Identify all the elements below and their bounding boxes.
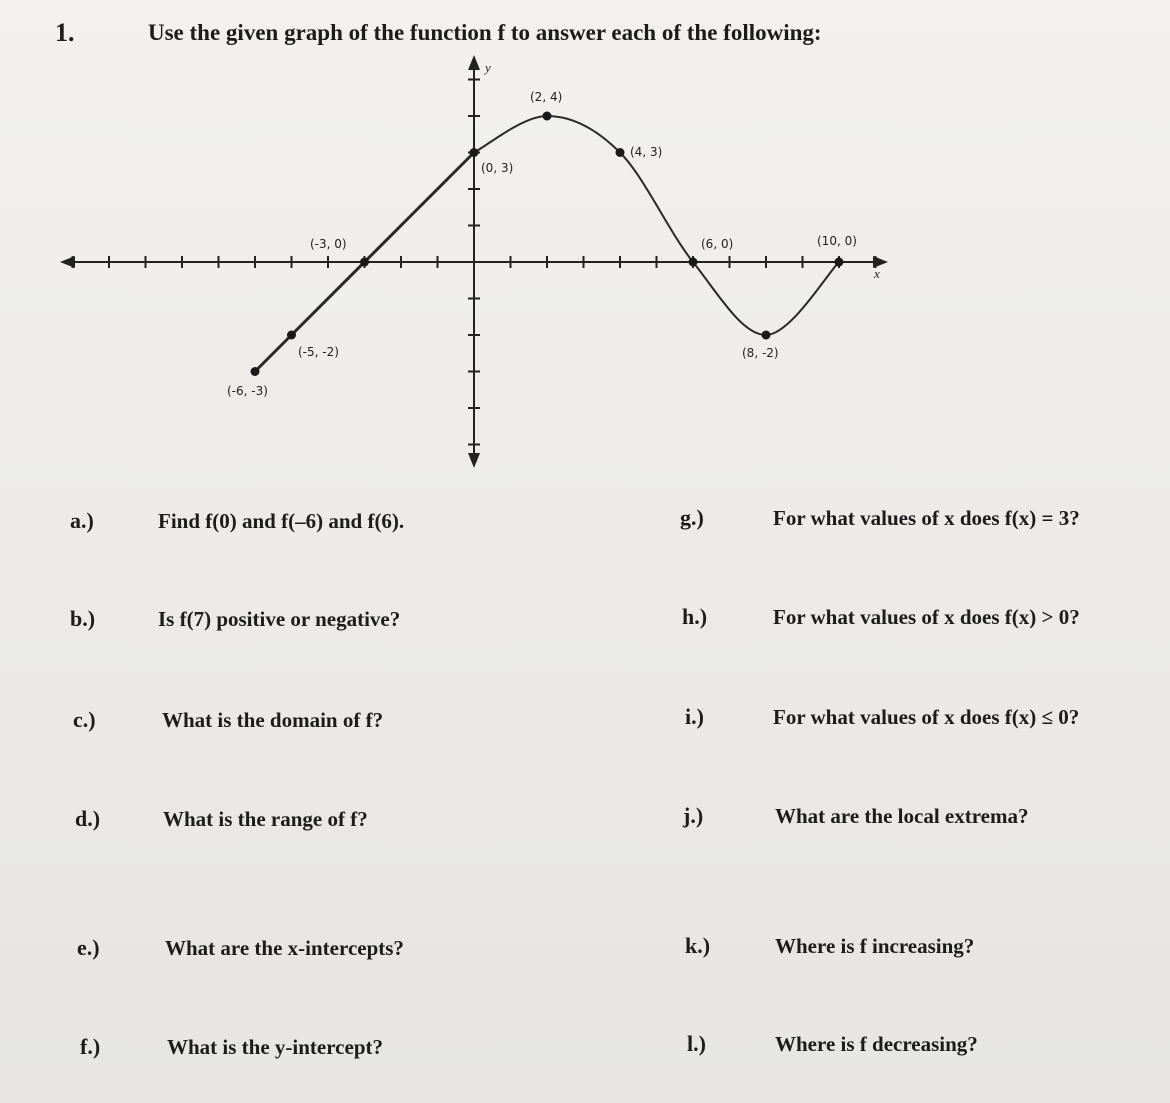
question-b-label: b.) [70, 606, 96, 631]
graph-point [470, 148, 479, 157]
question-i-text: For what values of x does f(x) ≤ 0? [773, 705, 1080, 729]
graph-point [835, 258, 844, 267]
point-label-0-3: (0, 3) [481, 161, 514, 175]
point-label-6-0: (6, 0) [701, 237, 734, 251]
question-i-label: i.) [685, 704, 704, 729]
question-c-label: c.) [73, 707, 96, 732]
question-k-label: k.) [685, 933, 711, 958]
question-g-label: g.) [680, 505, 704, 530]
graph-point [360, 258, 369, 267]
question-l-text: Where is f decreasing? [775, 1032, 978, 1056]
graph-point [287, 331, 296, 340]
graph-point [543, 112, 552, 121]
question-a-text: Find f(0) and f(–6) and f(6). [158, 509, 405, 533]
question-k-text: Where is f increasing? [775, 934, 975, 958]
question-j-text: What are the local extrema? [775, 804, 1029, 828]
question-h-text: For what values of x does f(x) > 0? [773, 605, 1080, 629]
point-label-2-4: (2, 4) [530, 90, 563, 104]
y-axis-label: y [485, 60, 491, 75]
question-d-text: What is the range of f? [163, 807, 368, 831]
question-f-text: What is the y-intercept? [167, 1035, 383, 1059]
point-label-neg5-neg2: (-5, -2) [298, 345, 339, 359]
question-a-label: a.) [70, 508, 94, 533]
problem-number: 1. [55, 18, 75, 47]
question-e-text: What are the x-intercepts? [165, 936, 404, 960]
question-j-label: j.) [683, 803, 704, 828]
point-label-neg3-0: (-3, 0) [310, 237, 347, 251]
graph-point [689, 258, 698, 267]
question-f-label: f.) [80, 1034, 101, 1059]
question-e-label: e.) [77, 935, 100, 960]
point-label-8-neg2: (8, -2) [742, 346, 779, 360]
question-d-label: d.) [75, 806, 101, 831]
question-b-text: Is f(7) positive or negative? [158, 607, 401, 631]
graph-point [616, 148, 625, 157]
graph-point [251, 367, 260, 376]
point-label-neg6-neg3: (-6, -3) [227, 384, 268, 398]
question-h-label: h.) [682, 604, 708, 629]
function-graph [0, 0, 1170, 480]
y-axis-top-arrow [468, 55, 480, 70]
question-c-text: What is the domain of f? [162, 708, 384, 732]
question-l-label: l.) [687, 1031, 706, 1056]
x-axis-label: x [874, 266, 880, 281]
y-axis-bottom-arrow [468, 453, 480, 468]
graph-point [762, 331, 771, 340]
problem-prompt: Use the given graph of the function f to answer each of the following: [148, 20, 822, 45]
point-label-4-3: (4, 3) [630, 145, 663, 159]
point-label-10-0: (10, 0) [817, 234, 857, 248]
question-g-text: For what values of x does f(x) = 3? [773, 506, 1080, 530]
